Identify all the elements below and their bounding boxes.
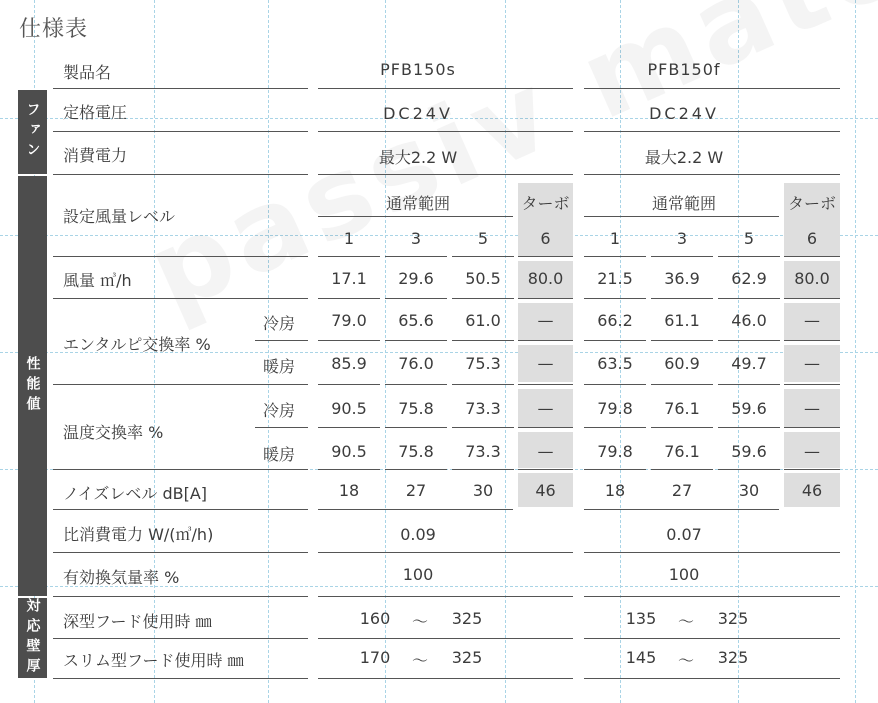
cell-divider — [452, 256, 514, 257]
temp-cooling-value: 75.8 — [398, 399, 434, 418]
mode-label-cooling: 冷房 — [263, 314, 296, 333]
enthalpy-cooling-value: 79.0 — [331, 311, 367, 330]
row-divider — [318, 216, 513, 217]
temp-heating-value: 59.6 — [731, 442, 767, 461]
row-divider — [584, 88, 840, 89]
power-value: 最大2.2 W — [378, 148, 458, 167]
cell-divider — [784, 469, 840, 470]
temp-heating-value: — — [804, 442, 820, 461]
row-divider — [255, 427, 308, 428]
cell-divider — [385, 469, 447, 470]
noise-value: 46 — [535, 481, 556, 500]
level-header-normal: 通常範囲 — [385, 194, 450, 213]
row-divider — [53, 469, 308, 470]
specific-power-value: 0.09 — [400, 525, 436, 544]
section-fan — [18, 90, 47, 174]
row-divider — [584, 174, 840, 175]
row-label-noise: ノイズレベル dB[A] — [63, 484, 208, 503]
cell-divider — [452, 340, 514, 341]
cell-divider — [784, 340, 840, 341]
cell-divider — [385, 384, 447, 385]
cell-divider — [385, 427, 447, 428]
level-value: 3 — [676, 229, 688, 248]
level-header-turbo: ターボ — [787, 194, 836, 213]
cell-divider — [718, 256, 780, 257]
slim-hood-min: 170 — [359, 648, 391, 667]
enthalpy-cooling-value: 61.0 — [465, 311, 501, 330]
row-label-enthalpy: エンタルピ交換率 % — [63, 335, 211, 354]
noise-value: 18 — [604, 481, 626, 500]
cell-divider — [518, 384, 573, 385]
enthalpy-cooling-value: — — [804, 311, 820, 330]
row-divider — [318, 88, 573, 89]
row-divider — [53, 596, 308, 597]
slim-hood-max: 325 — [717, 648, 749, 667]
noise-value: 30 — [472, 481, 494, 500]
cell-divider — [452, 298, 514, 299]
cell-divider — [651, 256, 713, 257]
temp-heating-value: 90.5 — [331, 442, 367, 461]
deep-hood-min: 135 — [625, 609, 657, 628]
row-divider — [53, 552, 308, 553]
row-divider — [584, 638, 840, 639]
cell-divider — [318, 509, 513, 510]
temp-cooling-value: 73.3 — [465, 399, 501, 418]
airflow-value: 80.0 — [527, 269, 564, 288]
enthalpy-cooling-value: 46.0 — [731, 311, 767, 330]
cell-divider — [718, 469, 780, 470]
cell-divider — [452, 469, 514, 470]
cell-divider — [318, 427, 380, 428]
specific-power-value: 0.07 — [666, 525, 702, 544]
row-divider — [53, 384, 308, 385]
enthalpy-heating-value: 49.7 — [731, 354, 767, 373]
row-divider — [255, 340, 308, 341]
model-name: PFB150s — [380, 60, 456, 79]
deep-hood-max: 325 — [451, 609, 483, 628]
noise-value: 27 — [405, 481, 427, 500]
row-divider — [53, 256, 308, 257]
enthalpy-heating-value: 76.0 — [398, 354, 434, 373]
airflow-value: 36.9 — [664, 269, 700, 288]
row-divider — [53, 298, 308, 299]
row-divider — [318, 596, 573, 597]
model-name: PFB150f — [647, 60, 721, 79]
enthalpy-heating-value: 60.9 — [664, 354, 700, 373]
deep-hood-sep: ～ — [411, 612, 428, 631]
cell-divider — [452, 384, 514, 385]
row-divider — [318, 638, 573, 639]
voltage-value: DC24V — [383, 104, 453, 123]
row-label-rated-voltage: 定格電圧 — [63, 103, 128, 122]
section-hood — [18, 598, 47, 678]
guide-line — [855, 0, 856, 703]
airflow-value: 29.6 — [398, 269, 434, 288]
cell-divider — [718, 384, 780, 385]
row-divider — [318, 552, 573, 553]
enthalpy-cooling-value: 61.1 — [664, 311, 700, 330]
enthalpy-heating-value: — — [537, 354, 554, 373]
temp-heating-value: 76.1 — [664, 442, 700, 461]
enthalpy-heating-value: 85.9 — [331, 354, 367, 373]
row-label-power: 消費電力 — [63, 146, 128, 165]
cell-divider — [318, 298, 380, 299]
level-value: 5 — [743, 229, 755, 248]
cell-divider — [784, 384, 840, 385]
effective-rate-value: 100 — [402, 565, 434, 584]
row-divider — [318, 131, 573, 132]
cell-divider — [718, 427, 780, 428]
row-divider — [584, 678, 840, 679]
row-label-airflow: 風量 ㎥/h — [63, 271, 132, 290]
level-value: 6 — [806, 229, 818, 248]
mode-label-heating: 暖房 — [263, 445, 296, 464]
row-label-airflow-level: 設定風量レベル — [63, 207, 176, 226]
airflow-value: 80.0 — [794, 269, 830, 288]
row-divider — [584, 552, 840, 553]
temp-cooling-value: — — [804, 399, 820, 418]
mode-label-heating: 暖房 — [263, 357, 296, 376]
slim-hood-max: 325 — [451, 648, 483, 667]
cell-divider — [318, 256, 380, 257]
row-divider — [53, 174, 308, 175]
row-divider — [584, 596, 840, 597]
cell-divider — [584, 340, 646, 341]
airflow-value: 17.1 — [331, 269, 367, 288]
level-value: 1 — [343, 229, 355, 248]
noise-value: 27 — [671, 481, 693, 500]
airflow-value: 62.9 — [731, 269, 767, 288]
airflow-value: 50.5 — [465, 269, 501, 288]
temp-heating-value: 75.8 — [398, 442, 434, 461]
temp-heating-value: 73.3 — [465, 442, 501, 461]
guide-line — [268, 0, 269, 703]
row-divider — [318, 678, 573, 679]
cell-divider — [584, 384, 646, 385]
power-value: 最大2.2 W — [644, 148, 724, 167]
level-value: 1 — [609, 229, 621, 248]
row-divider — [53, 509, 308, 510]
temp-cooling-value: 59.6 — [731, 399, 767, 418]
deep-hood-sep: ～ — [677, 612, 694, 631]
enthalpy-cooling-value: 65.6 — [398, 311, 434, 330]
cell-divider — [584, 298, 646, 299]
cell-divider — [518, 427, 573, 428]
cell-divider — [518, 298, 573, 299]
level-value: 3 — [410, 229, 422, 248]
cell-divider — [651, 384, 713, 385]
cell-divider — [584, 509, 779, 510]
row-label-deep-hood: 深型フード使用時 ㎜ — [63, 612, 212, 631]
row-label-specific-power: 比消費電力 W/(㎥/h) — [63, 525, 214, 544]
row-label-effective-rate: 有効換気量率 % — [63, 568, 180, 587]
slim-hood-min: 145 — [625, 648, 657, 667]
noise-value: 46 — [801, 481, 823, 500]
temp-heating-value: 79.8 — [597, 442, 633, 461]
effective-rate-value: 100 — [668, 565, 700, 584]
temp-cooling-value: 76.1 — [664, 399, 700, 418]
temp-heating-value: — — [537, 442, 554, 461]
cell-divider — [651, 427, 713, 428]
page-title: 仕様表 — [19, 17, 89, 42]
cell-divider — [718, 298, 780, 299]
row-label-temperature: 温度交換率 % — [63, 423, 164, 442]
slim-hood-sep: ～ — [677, 651, 694, 670]
cell-divider — [318, 469, 380, 470]
cell-divider — [318, 384, 380, 385]
airflow-value: 21.5 — [597, 269, 633, 288]
cell-divider — [385, 256, 447, 257]
enthalpy-heating-value: — — [804, 354, 820, 373]
voltage-value: DC24V — [649, 104, 719, 123]
deep-hood-min: 160 — [359, 609, 391, 628]
cell-divider — [584, 469, 646, 470]
level-header-normal: 通常範囲 — [651, 194, 716, 213]
cell-divider — [452, 427, 514, 428]
row-divider — [53, 88, 308, 89]
enthalpy-heating-value: 75.3 — [465, 354, 501, 373]
mode-label-cooling: 冷房 — [263, 401, 296, 420]
level-header-turbo: ターボ — [521, 194, 570, 213]
cell-divider — [518, 340, 573, 341]
row-label-slim-hood: スリム型フード使用時 ㎜ — [63, 651, 244, 670]
deep-hood-max: 325 — [717, 609, 749, 628]
cell-divider — [385, 298, 447, 299]
cell-divider — [784, 298, 840, 299]
temp-cooling-value: — — [537, 399, 554, 418]
enthalpy-cooling-value: — — [537, 311, 554, 330]
cell-divider — [718, 340, 780, 341]
temp-cooling-value: 79.8 — [597, 399, 633, 418]
level-value: 5 — [477, 229, 489, 248]
row-divider — [53, 638, 308, 639]
cell-divider — [518, 469, 573, 470]
cell-divider — [518, 256, 573, 257]
row-divider — [584, 131, 840, 132]
cell-divider — [784, 256, 840, 257]
cell-divider — [385, 340, 447, 341]
noise-value: 18 — [338, 481, 360, 500]
row-divider — [584, 216, 779, 217]
row-label-product-name: 製品名 — [63, 63, 112, 82]
cell-divider — [784, 427, 840, 428]
section-fan-label: ファン — [24, 102, 41, 162]
cell-divider — [651, 469, 713, 470]
section-performance — [18, 176, 47, 596]
slim-hood-sep: ～ — [411, 651, 428, 670]
row-divider — [53, 678, 308, 679]
row-divider — [318, 174, 573, 175]
section-performance-label: 性能値 — [24, 356, 41, 416]
enthalpy-cooling-value: 66.2 — [597, 311, 633, 330]
section-hood-label: 対応壁厚 — [24, 598, 41, 678]
enthalpy-heating-value: 63.5 — [597, 354, 633, 373]
row-divider — [53, 131, 308, 132]
cell-divider — [584, 427, 646, 428]
cell-divider — [584, 256, 646, 257]
noise-value: 30 — [738, 481, 760, 500]
temp-cooling-value: 90.5 — [331, 399, 367, 418]
cell-divider — [318, 340, 380, 341]
cell-divider — [651, 298, 713, 299]
level-value: 6 — [540, 229, 551, 248]
cell-divider — [651, 340, 713, 341]
